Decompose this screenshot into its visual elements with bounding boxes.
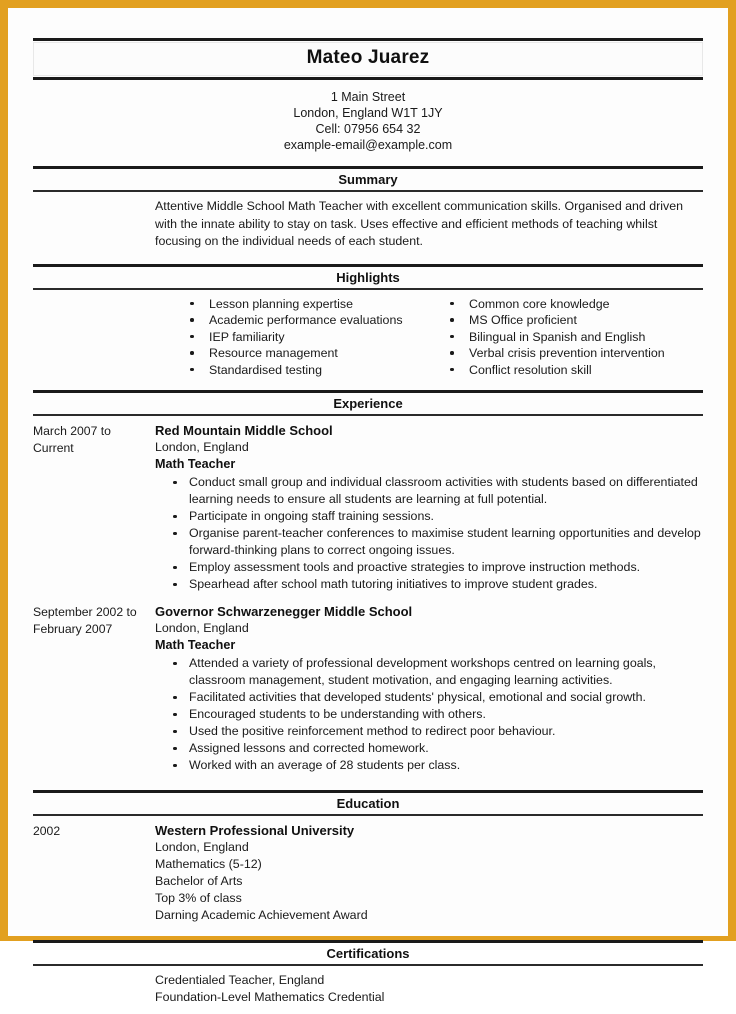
list-item: Facilitated activities that developed students' physical, emotional and social growth. bbox=[155, 689, 703, 706]
experience-bullet-list bbox=[155, 474, 703, 593]
employer-location: London, England bbox=[155, 440, 249, 454]
summary-heading: Summary bbox=[338, 172, 398, 187]
employer-name: Red Mountain Middle School bbox=[155, 423, 333, 438]
highlights-left-column bbox=[183, 296, 443, 379]
list-item: Participate in ongoing staff training sessions. bbox=[155, 508, 703, 525]
list-item: Standardised testing bbox=[183, 362, 443, 378]
certifications-heading: Certifications bbox=[326, 946, 410, 961]
list-item: Conflict resolution skill bbox=[443, 362, 703, 378]
education-class-rank: Top 3% of class bbox=[155, 891, 242, 905]
experience-bullet-list bbox=[155, 655, 703, 774]
list-item: Academic performance evaluations bbox=[183, 312, 443, 328]
highlights-left-list bbox=[183, 296, 443, 378]
summary-text: Attentive Middle School Math Teacher with excellent communication skills. Organised and driven with the innate ability to stay on task. Uses effective and efficient methods of teaching whilst focusing on the individual needs of each student. bbox=[155, 199, 684, 248]
date-line-start: March 2007 to bbox=[33, 424, 111, 438]
experience-entry-dates bbox=[33, 603, 155, 774]
list-item: Employ assessment tools and proactive strategies to improve instruction methods. bbox=[155, 559, 703, 576]
list-item: Worked with an average of 28 students per class. bbox=[155, 757, 703, 774]
experience-entry bbox=[33, 603, 703, 780]
certifications-body bbox=[33, 966, 703, 1014]
employer-location: London, England bbox=[155, 621, 249, 635]
list-item: Attended a variety of professional development workshops centred on learning goals, classroom management, student motivation, and engaging learning activities. bbox=[155, 655, 703, 689]
date-line-end: February 2007 bbox=[33, 622, 113, 636]
list-item: MS Office proficient bbox=[443, 312, 703, 328]
list-item: Foundation-Level Mathematics Credential bbox=[155, 990, 385, 1004]
employer-name: Governor Schwarzenegger Middle School bbox=[155, 604, 413, 619]
name-band bbox=[33, 42, 703, 76]
contact-block bbox=[33, 80, 703, 163]
education-heading: Education bbox=[336, 796, 400, 811]
list-item: Conduct small group and individual classroom activities with students based on differentiated learning needs to ensure all students are learning at full potential. bbox=[155, 474, 703, 508]
list-item: Lesson planning expertise bbox=[183, 296, 443, 312]
highlights-columns bbox=[183, 296, 703, 388]
list-item: Common core knowledge bbox=[443, 296, 703, 312]
education-award: Darning Academic Achievement Award bbox=[155, 908, 368, 922]
education-subject: Mathematics (5-12) bbox=[155, 857, 262, 871]
list-item: Credentialed Teacher, England bbox=[155, 973, 325, 987]
list-item: IEP familiarity bbox=[183, 329, 443, 345]
contact-city-line: London, England W1T 1JY bbox=[293, 106, 443, 120]
section-highlights bbox=[33, 264, 703, 388]
institution-name: Western Professional University bbox=[155, 823, 355, 838]
certifications-list bbox=[155, 972, 703, 1014]
date-line-end: Current bbox=[33, 441, 74, 455]
job-title: Math Teacher bbox=[155, 638, 236, 652]
experience-entry bbox=[33, 422, 703, 599]
experience-entry-dates bbox=[33, 422, 155, 593]
resume-sheet bbox=[8, 8, 728, 1004]
list-item: Resource management bbox=[183, 345, 443, 361]
date-line-start: September 2002 to bbox=[33, 605, 137, 619]
section-education bbox=[33, 790, 703, 930]
contact-street: 1 Main Street bbox=[330, 90, 406, 104]
experience-entry-details bbox=[155, 603, 703, 774]
list-item: Verbal crisis prevention intervention bbox=[443, 345, 703, 361]
education-body bbox=[33, 816, 703, 930]
rule-above-name bbox=[33, 38, 703, 41]
job-title: Math Teacher bbox=[155, 457, 236, 471]
section-certifications bbox=[33, 940, 703, 1014]
list-item: Encouraged students to be understanding with others. bbox=[155, 706, 703, 723]
summary-body bbox=[33, 192, 703, 261]
highlights-right-list bbox=[443, 296, 703, 378]
section-experience bbox=[33, 390, 703, 780]
candidate-name: Mateo Juarez bbox=[306, 47, 430, 68]
section-gap bbox=[33, 780, 703, 787]
education-degree: Bachelor of Arts bbox=[155, 874, 243, 888]
section-gap bbox=[33, 930, 703, 937]
highlights-right-column bbox=[443, 296, 703, 379]
experience-entry-details bbox=[155, 422, 703, 593]
name-header bbox=[33, 38, 703, 80]
highlights-heading: Highlights bbox=[336, 269, 400, 285]
education-entry bbox=[33, 822, 703, 930]
contact-phone: Cell: 07956 654 32 bbox=[315, 122, 421, 136]
list-item: Spearhead after school math tutoring initiatives to improve student grades. bbox=[155, 576, 703, 593]
experience-heading: Experience bbox=[333, 396, 403, 411]
list-item: Bilingual in Spanish and English bbox=[443, 329, 703, 345]
highlights-body bbox=[33, 290, 703, 388]
contact-email: example-email@example.com bbox=[283, 138, 453, 152]
institution-location: London, England bbox=[155, 840, 249, 854]
education-entry-details bbox=[155, 822, 703, 924]
section-summary bbox=[33, 166, 703, 261]
list-item: Assigned lessons and corrected homework. bbox=[155, 740, 703, 757]
list-item: Used the positive reinforcement method to redirect poor behaviour. bbox=[155, 723, 703, 740]
resume-content bbox=[33, 38, 703, 1014]
list-item: Organise parent-teacher conferences to maximise student learning opportunities and develop forward-thinking plans to correct ongoing issues. bbox=[155, 525, 703, 559]
experience-body bbox=[33, 416, 703, 780]
education-entry-date: 2002 bbox=[33, 824, 61, 838]
